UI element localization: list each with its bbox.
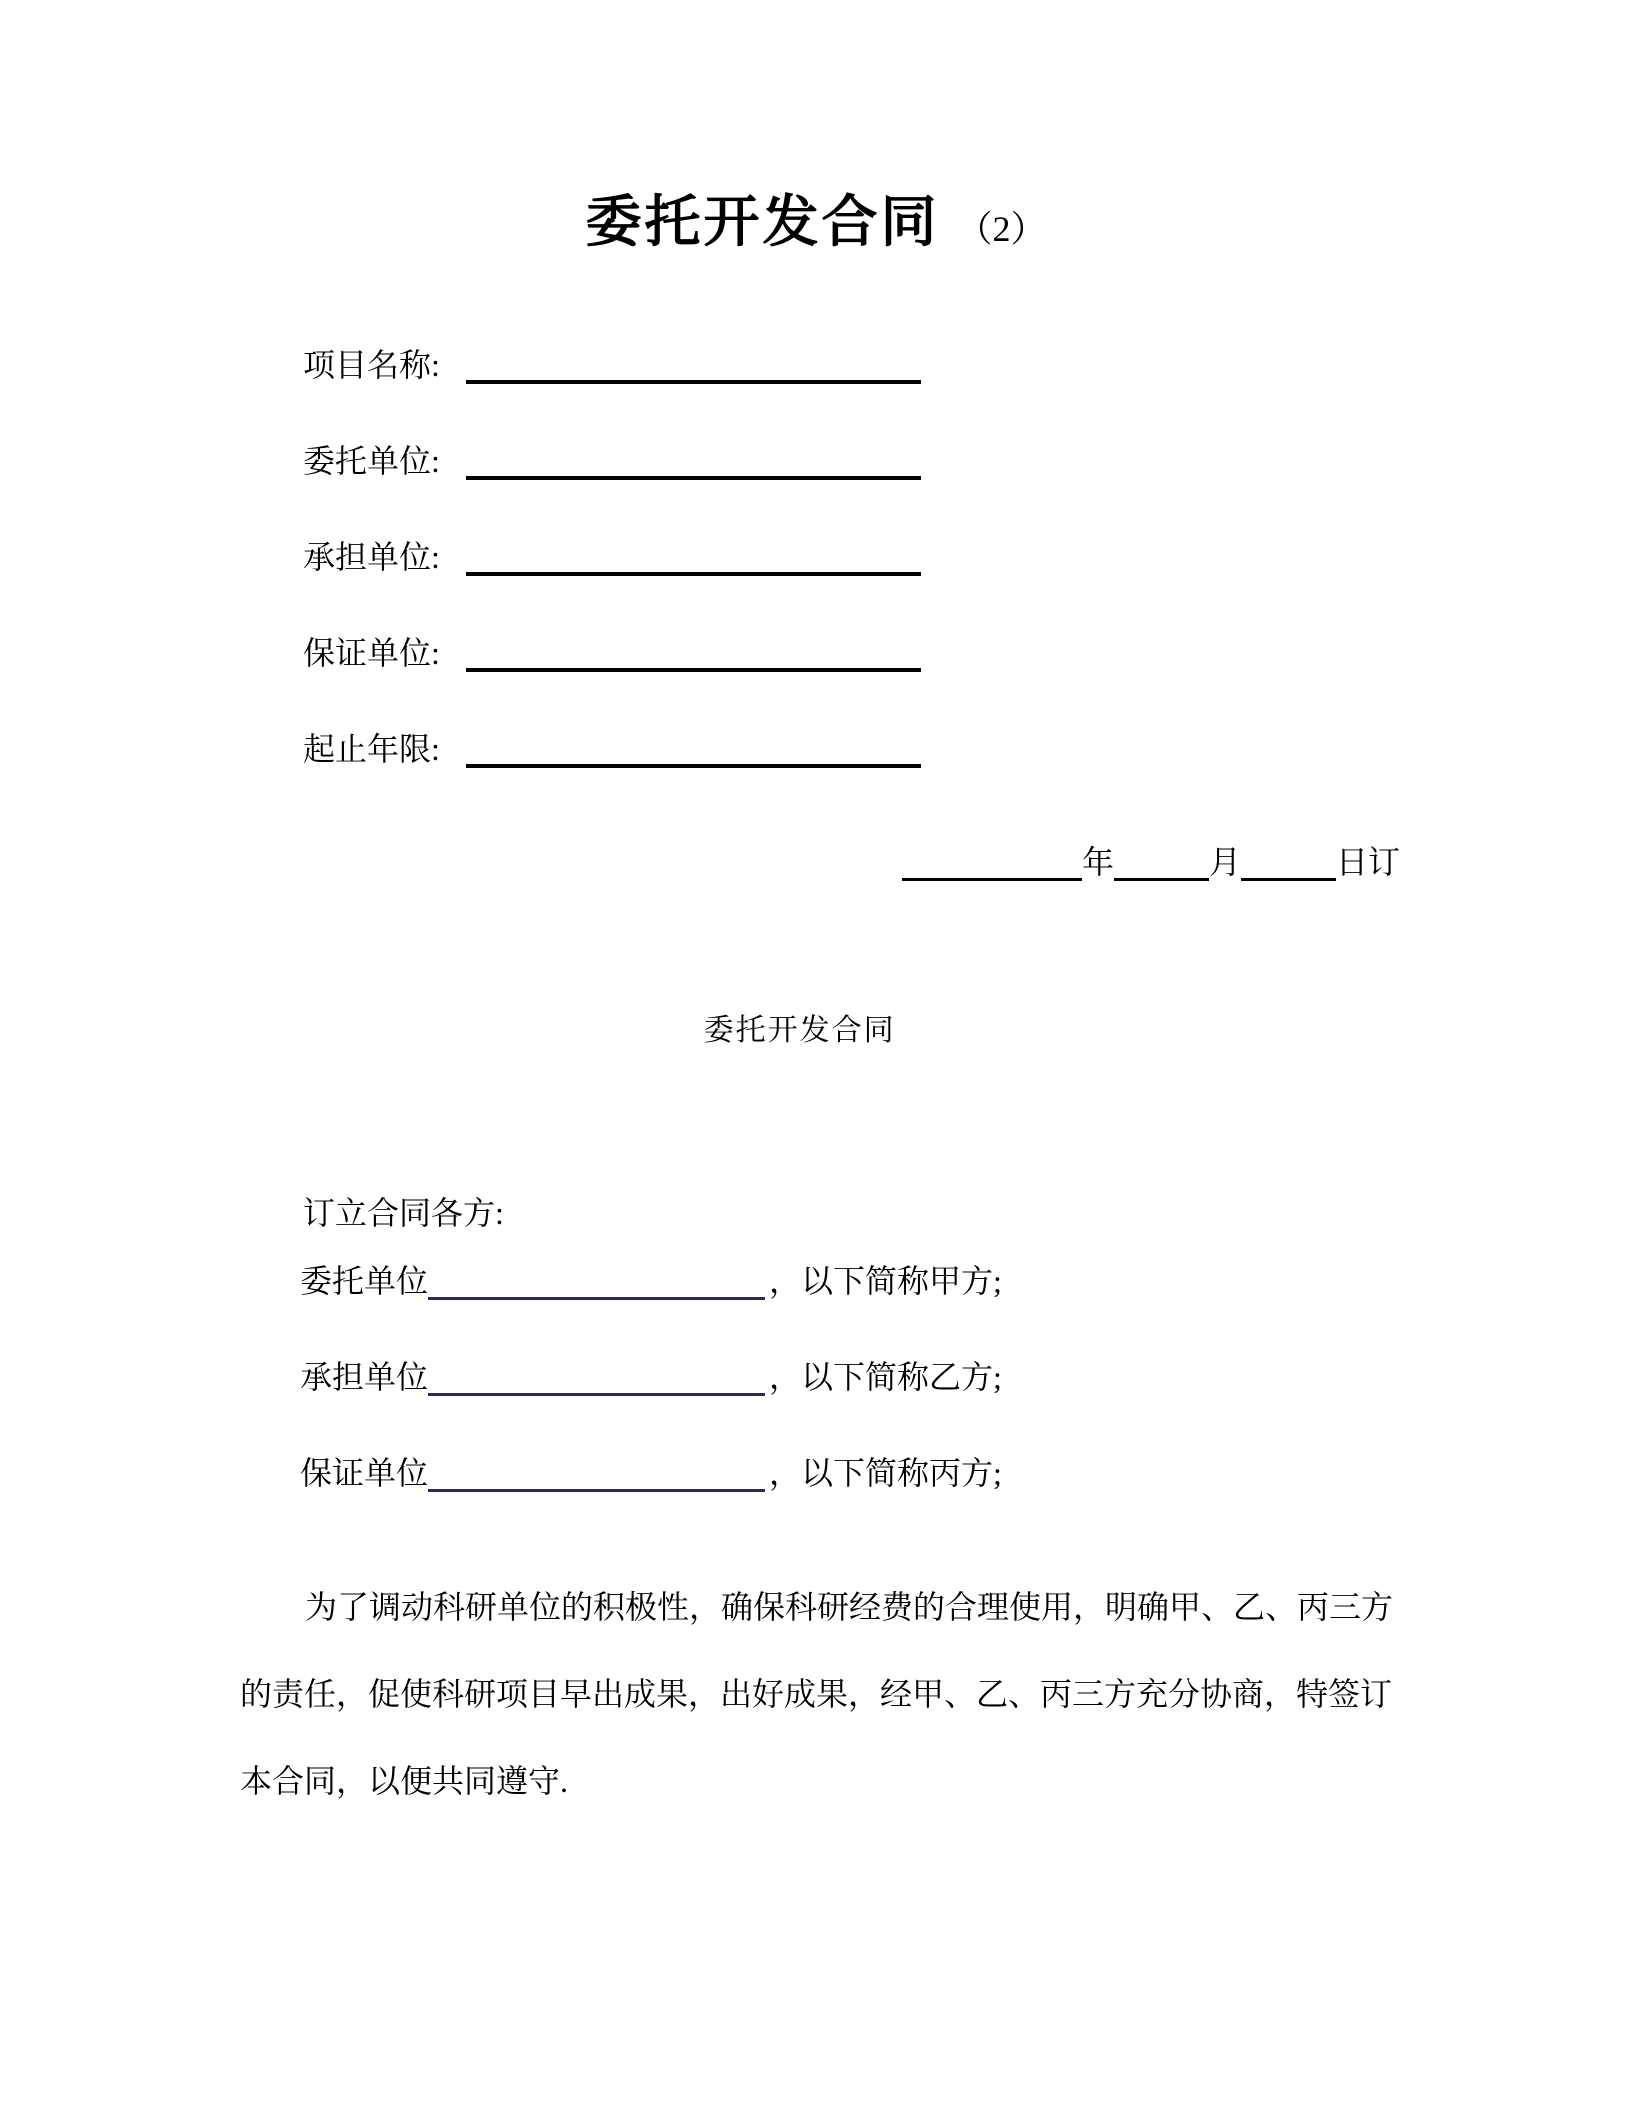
year-label: 年 [1081,844,1114,880]
month-blank[interactable] [1114,842,1209,881]
party-c-suffix: ，以下简称丙方; [769,1455,1002,1491]
party-row-b [300,1329,1002,1425]
year-blank[interactable] [902,842,1082,881]
party-a-label: 委托单位 [300,1263,429,1299]
party-b-blank[interactable] [428,1357,765,1396]
duration-blank[interactable] [466,728,921,768]
page-title [0,186,1632,266]
party-c-label: 保证单位 [300,1455,429,1491]
paragraph-line: 为了调动科研单位的积极性，确保科研经费的合理使用，明确甲、乙、丙三方 [305,1589,1394,1625]
entrust-unit-label: 委托单位: [303,443,440,479]
duration-label: 起止年限: [303,731,440,767]
page-title-text: 委托开发合同 [585,192,940,254]
project-name-blank[interactable] [466,344,921,384]
party-row-c [300,1425,1002,1521]
parties-intro: 订立合同各方: [303,1195,504,1231]
page-title-number: （2） [956,209,1047,249]
entrust-unit-blank[interactable] [466,440,921,480]
party-c-blank[interactable] [428,1453,765,1492]
form-row-undertake-unit [303,509,921,605]
parties-list [300,1233,1002,1521]
form-row-entrust-unit [303,413,921,509]
paragraph-line: 的责任，促使科研项目早出成果，出好成果，经甲、乙、丙三方充分协商，特签订 [240,1676,1393,1712]
undertake-unit-blank[interactable] [466,536,921,576]
day-label: 日订 [1335,844,1400,880]
contract-subtitle: 委托开发合同 [703,1014,896,1047]
party-b-label: 承担单位 [300,1359,429,1395]
form-row-project-name [303,317,921,413]
party-a-suffix: ，以下简称甲方; [769,1263,1002,1299]
contract-purpose-paragraph [240,1564,1500,1825]
month-label: 月 [1208,844,1241,880]
undertake-unit-label: 承担单位: [303,539,440,575]
guarantee-unit-blank[interactable] [466,632,921,672]
project-name-label: 项目名称: [303,347,440,383]
form-row-guarantee-unit [303,605,921,701]
paragraph-line: 本合同，以便共同遵守. [240,1763,569,1799]
cover-form [303,317,921,797]
day-blank[interactable] [1241,842,1336,881]
form-row-duration [303,701,921,797]
signing-date-line [902,814,1400,910]
guarantee-unit-label: 保证单位: [303,635,440,671]
party-a-blank[interactable] [428,1261,765,1300]
party-b-suffix: ，以下简称乙方; [769,1359,1002,1395]
party-row-a [300,1233,1002,1329]
